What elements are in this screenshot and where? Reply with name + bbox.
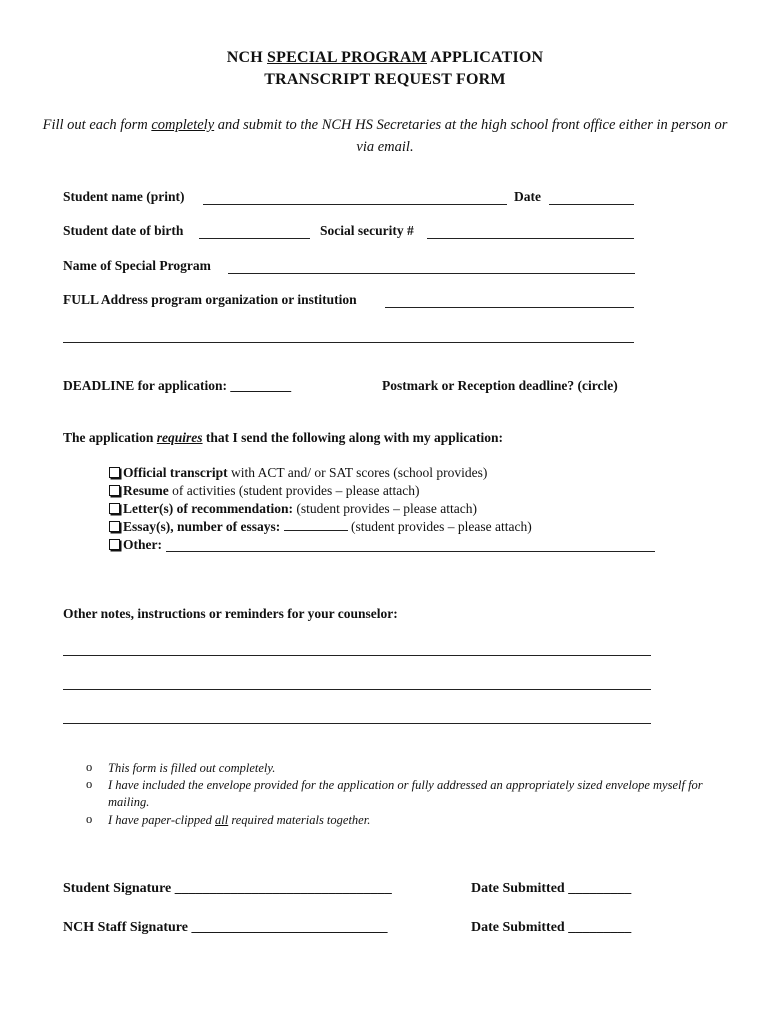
ssn-field[interactable] (427, 238, 634, 239)
requirement-text: with ACT and/ or SAT scores (school provides) (227, 465, 488, 480)
date-field[interactable] (549, 204, 634, 205)
checkbox-icon[interactable] (109, 485, 120, 496)
date-submitted-label-2 (471, 920, 631, 936)
checkbox-icon[interactable] (109, 503, 120, 514)
checklist-bullet: o (86, 812, 93, 826)
requirement-text: (student provides – please attach) (292, 501, 478, 516)
checkbox-icon[interactable] (109, 467, 120, 478)
deadline-blank[interactable]: _________ (230, 378, 292, 393)
date-submitted-field[interactable]: _________ (568, 881, 632, 896)
dob-label: Student date of birth (63, 223, 184, 238)
title-underlined: SPECIAL PROGRAM (267, 49, 427, 66)
intro-part1: Fill out each form (42, 117, 152, 133)
checkbox-icon[interactable] (109, 539, 120, 550)
student-signature-label (63, 881, 392, 897)
requirements-intro-emph: requires (156, 430, 203, 445)
postmark-label: Postmark or Reception deadline? (circle) (382, 378, 618, 393)
date-submitted-label (471, 881, 631, 897)
staff-signature-text: NCH Staff Signature (63, 920, 188, 935)
student-signature-field[interactable]: _______________________________ (174, 881, 392, 896)
requirement-item-other (109, 537, 162, 553)
checklist-bullet: o (86, 777, 93, 791)
intro-part2: and submit to the NCH HS Secretaries at the high school front office either in person or via email. (214, 117, 728, 155)
requirement-bold: Resume (123, 483, 169, 498)
notes-line-1[interactable] (63, 655, 651, 656)
address-field-line2[interactable] (63, 342, 634, 343)
form-instructions (40, 114, 730, 158)
date-submitted-text: Date Submitted (471, 920, 565, 935)
intro-underlined: completely (151, 117, 215, 133)
checklist-item-paperclip (108, 812, 708, 829)
requirement-bold: Essay(s), number of essays: (123, 519, 281, 534)
date-label: Date (514, 189, 541, 204)
notes-label: Other notes, instructions or reminders for your counselor: (63, 606, 398, 621)
notes-line-3[interactable] (63, 723, 651, 724)
requirement-text: of activities (student provides – please attach) (168, 483, 420, 498)
notes-line-2[interactable] (63, 689, 651, 690)
form-title (0, 49, 770, 67)
title-prefix: NCH (226, 49, 268, 66)
checklist-bullet: o (86, 760, 93, 774)
title-suffix: APPLICATION (426, 49, 544, 66)
student-name-field[interactable] (203, 204, 507, 205)
staff-signature-label (63, 920, 387, 936)
essay-count-field[interactable] (284, 520, 348, 531)
dob-field[interactable] (199, 238, 310, 239)
requirement-item-transcript (109, 465, 487, 481)
address-label: FULL Address program organization or institution (63, 292, 357, 307)
staff-signature-field[interactable]: ____________________________ (191, 920, 388, 935)
checklist-underlined: all (215, 813, 229, 827)
deadline-label (63, 378, 291, 394)
requirement-item-essays (109, 519, 532, 535)
ssn-label: Social security # (320, 223, 414, 238)
form-subtitle: TRANSCRIPT REQUEST FORM (264, 71, 506, 88)
date-submitted-text: Date Submitted (471, 881, 565, 896)
program-name-label: Name of Special Program (63, 258, 211, 273)
requirements-intro (63, 430, 503, 446)
other-field[interactable] (166, 551, 655, 552)
date-submitted-field[interactable]: _________ (568, 920, 632, 935)
checklist-text: I have paper-clipped (108, 813, 216, 827)
checklist-item-complete: This form is filled out completely. (108, 761, 276, 775)
student-signature-text: Student Signature (63, 881, 172, 896)
requirement-bold: Letter(s) of recommendation: (123, 501, 293, 516)
checkbox-icon[interactable] (109, 521, 120, 532)
program-name-field[interactable] (228, 273, 635, 274)
requirements-intro-part1: The application (63, 430, 157, 445)
deadline-text: DEADLINE for application: (63, 378, 228, 393)
checklist-item-envelope: I have included the envelope provided for the application or fully addressed an appropriately sized envelope myself for mailing. (108, 778, 703, 809)
student-name-label: Student name (print) (63, 189, 185, 204)
address-field[interactable] (385, 307, 634, 308)
checklist-text: required materials together. (228, 813, 371, 827)
requirement-item-resume (109, 483, 420, 499)
requirement-bold: Other: (123, 537, 162, 552)
requirement-bold: Official transcript (123, 465, 228, 480)
requirement-item-letters (109, 501, 477, 517)
requirement-text: (student provides – please attach) (347, 519, 532, 534)
requirements-intro-part2: that I send the following along with my application: (202, 430, 503, 445)
